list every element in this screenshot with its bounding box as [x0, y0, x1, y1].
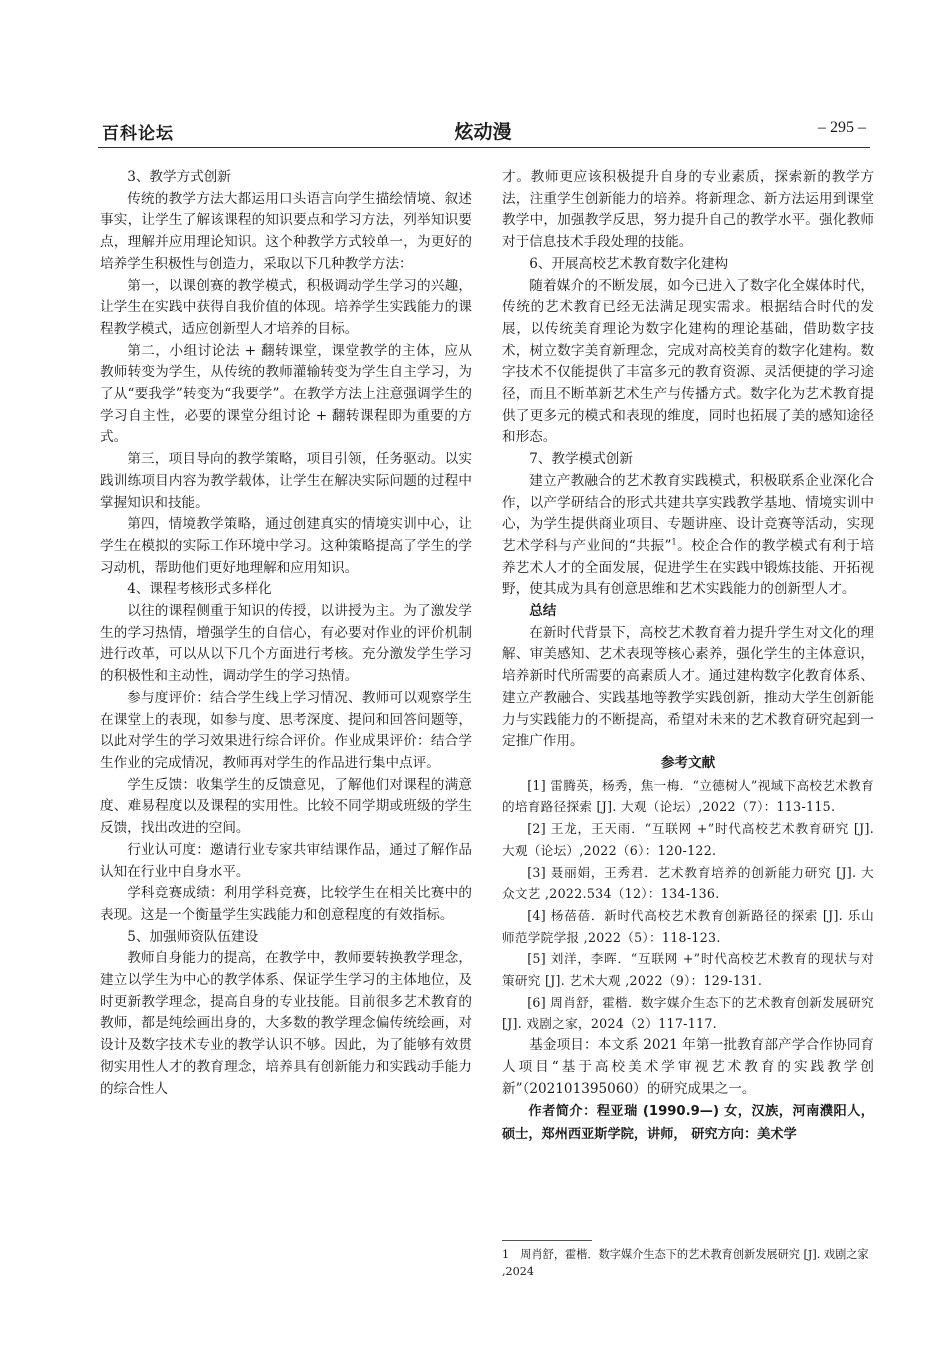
- running-header: [98, 117, 868, 147]
- author-bio: 作者简介：程亚瑞 (1990.9—) 女，汉族，河南濮阳人，硕士，郑州西亚斯学院，讲师， 研究方向：美术学: [502, 1104, 874, 1143]
- reference-item: [3] 聂丽娟，王秀君．艺术教育培养的创新能力研究 [J]. 大众文艺 ,2022.534（12）：134-136.: [502, 864, 874, 902]
- body-text: 。校企合作的教学模式有利于培养艺术人才的全面发展，促进学生在实践中锻炼技能、开拓视野，使其成为具有创意思维和艺术实践能力的创新型人才。: [502, 537, 875, 598]
- body-paragraph: 教师自身能力的提高，在教学中，教师要转换教学理念，建立以学生为中心的教学体系、保证学生学习的主体地位，及时更新教学理念，提高自身的专业技能。目前很多艺术教育的教师，都是纯绘画出身的，大多数的教学理念偏传统绘画，对设计及数字技术专业的教学认识不够。因此，为了能够有效贯彻实用性人才的教育理念，培养具有创新能力和实践动手能力的综合性人: [100, 950, 472, 1097]
- journal-section-name: 百科论坛: [102, 124, 174, 144]
- reference-item: [4] 杨蓓蓓．新时代高校艺术教育创新路径的探索 [J]. 乐山师范学院学报 ,2022（5）：118-123.: [502, 907, 874, 945]
- footnote-marker[interactable]: 1: [671, 537, 677, 547]
- body-paragraph: 第三，项目导向的教学策略，项目引领，任务驱动。以实践训练项目内容为教学载体，让学生在解决实际问题的过程中掌握知识和技能。: [100, 451, 472, 511]
- reference-item: [5] 刘洋，李晖．“互联网 +”时代高校艺术教育的现状与对策研究 [J]. 艺术大观 ,2022（9）：129-131.: [502, 951, 874, 989]
- body-paragraph: 随着媒介的不断发展，如今已进入了数字化全媒体时代，传统的艺术教育已经无法满足现实需求。根据结合时代的发展，以传统美育理论为数字化建构的理论基础，借助数字技术，树立数字美育新理念，完成对高校美育的数字化建构。数字技术不仅能提供了丰富多元的教育资源、灵活便捷的学习途径，而且不断革新艺术生产与传播方式。数字化为艺术教育提供了更多元的模式和表现的维度，同时也拓展了美的感知途径和形态。: [502, 277, 874, 446]
- body-text: 建立产教融合的艺术教育实践模式，积极联系企业深化合作，以产学研结合的形式共建共享实践教学基地、情境实训中心，为学生提供商业项目、专题讲座、设计竞赛等活动，实现艺术学科与产业间的“共振”: [502, 472, 874, 554]
- body-paragraph: 行业认可度：邀请行业专家共审结课作品，通过了解作品认知在行业中自身水平。: [100, 841, 472, 880]
- reference-item: [2] 王龙，王天雨．“互联网 +”时代高校艺术教育研究 [J]. 大观（论坛）,2022（6）：120-122.: [502, 821, 874, 858]
- section-heading-3: 3、教学方式创新: [127, 169, 231, 185]
- references-heading: 参考文献: [660, 754, 716, 771]
- section-heading-4: 4、课程考核形式多样化: [127, 581, 272, 598]
- summary-paragraph: 在新时代背景下，高校艺术教育着力提升学生对文化的理解、审美感知、艺术表现等核心素养，强化学生的主体意识，培养新时代所需要的高素质人才。通过建构数字化教育体系、建立产教融合、实践基地等教学实践创新，推动大学生创新能力与实践能力的不断提高，希望对未来的艺术教育研究起到一定推广作用。: [502, 624, 874, 750]
- body-paragraph: 第四，情境教学策略，通过创建真实的情境实训中心，让学生在模拟的实际工作环境中学习。这种策略提高了学生的学习动机，帮助他们更好地理解和应用知识。: [100, 516, 472, 576]
- body-paragraph: 第二，小组讨论法 + 翻转课堂，课堂教学的主体，应从教师转变为学生，从传统的教师灌输转变为学生自主学习，为了从“要我学”转变为“我要学”。在教学方法上注意强调学生的学习自主性，必要的课堂分组讨论 + 翻转课程即为重要的方式。: [100, 342, 472, 446]
- body-paragraph: 参与度评价：结合学生线上学习情况、教师可以观察学生在课堂上的表现，如参与度、思考深度、提问和回答问题等，以此对学生的学习效果进行综合评价。作业成果评价：结合学生作业的完成情况，教师再对学生的作品进行集中点评。: [100, 689, 472, 771]
- body-paragraph-continued: 才。教师更应该积极提升自身的专业素质，探索新的教学方法，注重学生创新能力的培养。将新理念、新方法运用到课堂教学中，加强教学反思，努力提升自己的教学水平。强化教师对于信息技术手段处理的技能。: [502, 169, 874, 251]
- reference-item: [6] 周肖舒，霍楷．数字媒介生态下的艺术教育创新发展研究 [J]. 戏剧之家，2024（2）117-117.: [502, 994, 874, 1032]
- fund-note: 基金项目：本文系 2021 年第一批教育部产学合作协同育人项目“基于高校美术学审视艺术教育的实践教学创新”（202101395060）的研究成果之一。: [502, 1037, 874, 1097]
- body-paragraph: [502, 471, 874, 601]
- body-paragraph: 第一，以课创赛的教学模式，积极调动学生学习的兴趣，让学生在实践中获得自我价值的体现。培养学生实践能力的课程教学模式，适应创新型人才培养的目标。: [100, 277, 472, 337]
- footnote-rule: [502, 1240, 592, 1241]
- body-paragraph: 学科竞赛成绩：利用学科竞赛，比较学生在相关比赛中的表现。这是一个衡量学生实践能力和创意程度的有效指标。: [100, 885, 472, 923]
- body-paragraph: 以往的课程侧重于知识的传授，以讲授为主。为了激发学生的学习热情，增强学生的自信心，有必要对作业的评价机制进行改革，可以从以下几个方面进行考核。充分激发学生学习的积极性和主动性，调动学生的学习热情。: [100, 603, 472, 685]
- body-paragraph: 传统的教学方法大都运用口头语言向学生描绘情境、叙述事实，让学生了解该课程的知识要点和学习方法，列举知识要点，理解并应用理论知识。这个种教学方式较单一，为更好的培养学生积极性与创造力，采取以下几种教学方法：: [100, 190, 472, 272]
- header-rule: [98, 147, 870, 148]
- journal-title: 炫动漫: [454, 121, 512, 143]
- left-column: [100, 167, 472, 1100]
- summary-heading: 总结: [529, 603, 557, 620]
- body-paragraph: 学生反馈：收集学生的反馈意见，了解他们对课程的满意度、难易程度以及课程的实用性。比较不同学期或班级的学生反馈，找出改进的空间。: [100, 776, 472, 837]
- section-heading-7: 7、教学模式创新: [529, 451, 633, 468]
- section-heading-5: 5、加强师资队伍建设: [127, 928, 259, 945]
- section-heading-6: 6、开展高校艺术教育数字化建构: [529, 255, 729, 272]
- reference-item: [1] 雷腾英，杨秀，焦一梅．“立德树人”视域下高校艺术教育的培育路径探索 [J]. 大观（论坛）,2022（7）：113-115.: [502, 777, 874, 815]
- page-number: – 295 –: [818, 119, 866, 136]
- footnote: 1 周肖舒，霍楷．数字媒介生态下的艺术教育创新发展研究 [J]. 戏剧之家 ,2024: [502, 1248, 869, 1278]
- right-column: [502, 167, 874, 1146]
